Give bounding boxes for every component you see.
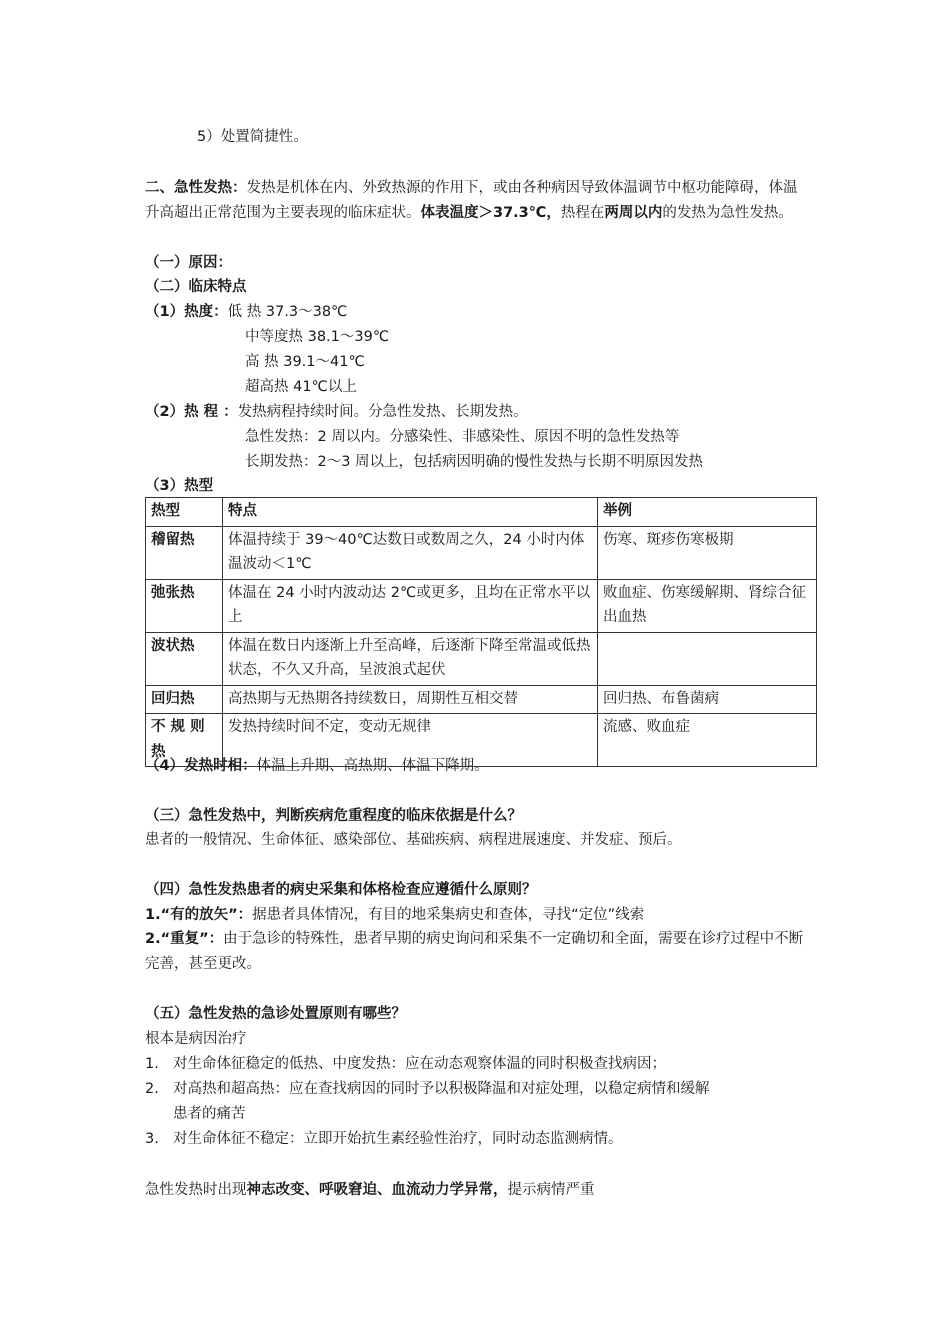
course-longterm: 长期发热：2～3 周以上，包括病因明确的慢性发热与长期不明原因发热 — [245, 454, 704, 470]
section2-bold2: 两周以内 — [604, 204, 663, 221]
q4-item1 — [145, 903, 644, 927]
q5-list-item — [145, 1052, 666, 1076]
feature-cell: 体温在数日内逐渐上升至高峰，后逐渐下降至常温或低热状态，不久又升高，呈波浪式起伏 — [223, 632, 598, 685]
q3-answer: 患者的一般情况、生命体征、感染部位、基础疾病、病程进展速度、并发症、预后。 — [145, 832, 682, 848]
q3-heading: （三）急性发热中，判断疾病危重程度的临床依据是什么？ — [145, 808, 522, 824]
table-header-row — [146, 498, 817, 527]
q5-list-item-continued: 患者的痛苦 — [173, 1106, 246, 1122]
q4-item1-text: 据患者具体情况，有目的地采集病史和查体，寻找“定位”线索 — [252, 907, 645, 923]
list-text: 对生命体征稳定的低热、中度发热：应在动态观察体温的同时积极查找病因； — [173, 1056, 666, 1072]
section2-bold1: 体表温度＞37.3℃， — [420, 204, 561, 221]
types-label: （3）热型 — [145, 478, 214, 494]
q5-list-item — [145, 1077, 710, 1101]
example-cell: 回归热、布鲁菌病 — [598, 685, 817, 714]
q4-item1-label: 1.“有的放矢”： — [145, 907, 253, 923]
section2-text2: 热程在 — [560, 204, 605, 221]
list-text: 对生命体征不稳定：立即开始抗生素经验性治疗，同时动态监测病情。 — [173, 1131, 623, 1147]
degree-item: 超高热 41℃以上 — [245, 379, 357, 395]
list-number: 2. — [145, 1081, 159, 1097]
degree-item: 低 热 37.3～38℃ — [227, 304, 348, 320]
table-row — [146, 685, 817, 714]
fever-type-cell: 回归热 — [146, 685, 223, 714]
table-row — [146, 526, 817, 579]
course-text: 发热病程持续时间。分急性发热、长期发热。 — [237, 404, 528, 420]
section2-text1: 发热是机体在内、外致热源的作用下，或由各种病因导致体温调节中枢功能障碍，体温升高超出正常范围为主要表现的临床症状。 — [145, 180, 798, 221]
q5-list-item — [145, 1127, 623, 1151]
list-text: 对高热和超高热：应在查找病因的同时予以积极降温和对症处理，以稳定病情和缓解 — [173, 1081, 710, 1097]
table-row — [146, 579, 817, 632]
clinical-heading: （二）临床特点 — [145, 279, 247, 295]
degree-label: （1）热度： — [145, 304, 228, 320]
table-row — [146, 632, 817, 685]
example-cell: 流感、败血症 — [598, 714, 817, 767]
list-number: 1. — [145, 1056, 159, 1072]
fever-type-cell: 稽留热 — [146, 526, 223, 579]
q4-item2-text: 由于急诊的特殊性，患者早期的病史询问和采集不一定确切和全面，需要在诊疗过程中不断完善，甚至更改。 — [145, 931, 804, 972]
course-line — [145, 400, 528, 424]
fever-type-table — [145, 497, 817, 767]
feature-cell: 发热持续时间不定，变动无规律 — [223, 714, 598, 767]
feature-cell: 高热期与无热期各持续数日，周期性互相交替 — [223, 685, 598, 714]
phase-label: （4）发热时相： — [145, 758, 257, 774]
degree-line — [145, 300, 347, 324]
table-header-cell: 举例 — [598, 498, 817, 527]
phase-line — [145, 754, 489, 778]
final-bold: 神志改变、呼吸窘迫、血流动力学异常， — [246, 1182, 508, 1198]
section2-heading: 二、急性发热： — [145, 180, 247, 196]
course-acute: 急性发热：2 周以内。分感染性、非感染性、原因不明的急性发热等 — [245, 429, 680, 445]
table-header-cell: 热型 — [146, 498, 223, 527]
top-list-item: 5）处置简捷性。 — [197, 129, 308, 145]
example-cell — [598, 632, 817, 685]
q4-item2-label: 2.“重复”： — [145, 931, 224, 947]
section2-paragraph — [145, 176, 809, 225]
example-cell: 伤寒、斑疹伤寒极期 — [598, 526, 817, 579]
fever-type-cell: 波状热 — [146, 632, 223, 685]
q4-heading: （四）急性发热患者的病史采集和体格检查应遵循什么原则？ — [145, 882, 537, 898]
degree-item: 高 热 39.1～41℃ — [245, 354, 365, 370]
final-suffix: 提示病情严重 — [507, 1182, 595, 1198]
example-cell: 败血症、伤寒缓解期、肾综合征出血热 — [598, 579, 817, 632]
degree-item: 中等度热 38.1～39℃ — [245, 329, 390, 345]
section2-text3: 的发热为急性发热。 — [662, 204, 793, 221]
final-note — [145, 1178, 595, 1202]
feature-cell: 体温持续于 39～40℃达数日或数周之久，24 小时内体温波动＜1℃ — [223, 526, 598, 579]
phase-text: 体温上升期、高热期、体温下降期。 — [256, 758, 489, 774]
final-prefix: 急性发热时出现 — [145, 1182, 247, 1198]
feature-cell: 体温在 24 小时内波动达 2℃或更多，且均在正常水平以上 — [223, 579, 598, 632]
q5-intro: 根本是病因治疗 — [145, 1031, 247, 1047]
list-number: 3. — [145, 1131, 159, 1147]
fever-type-cell: 不 规 则热 — [146, 714, 223, 767]
table-header-cell: 特点 — [223, 498, 598, 527]
q4-item2 — [145, 927, 809, 976]
cause-heading: （一）原因： — [145, 255, 232, 271]
fever-type-cell: 弛张热 — [146, 579, 223, 632]
q5-heading: （五）急性发热的急诊处置原则有哪些？ — [145, 1006, 406, 1022]
course-label: （2）热 程 ： — [145, 404, 238, 420]
